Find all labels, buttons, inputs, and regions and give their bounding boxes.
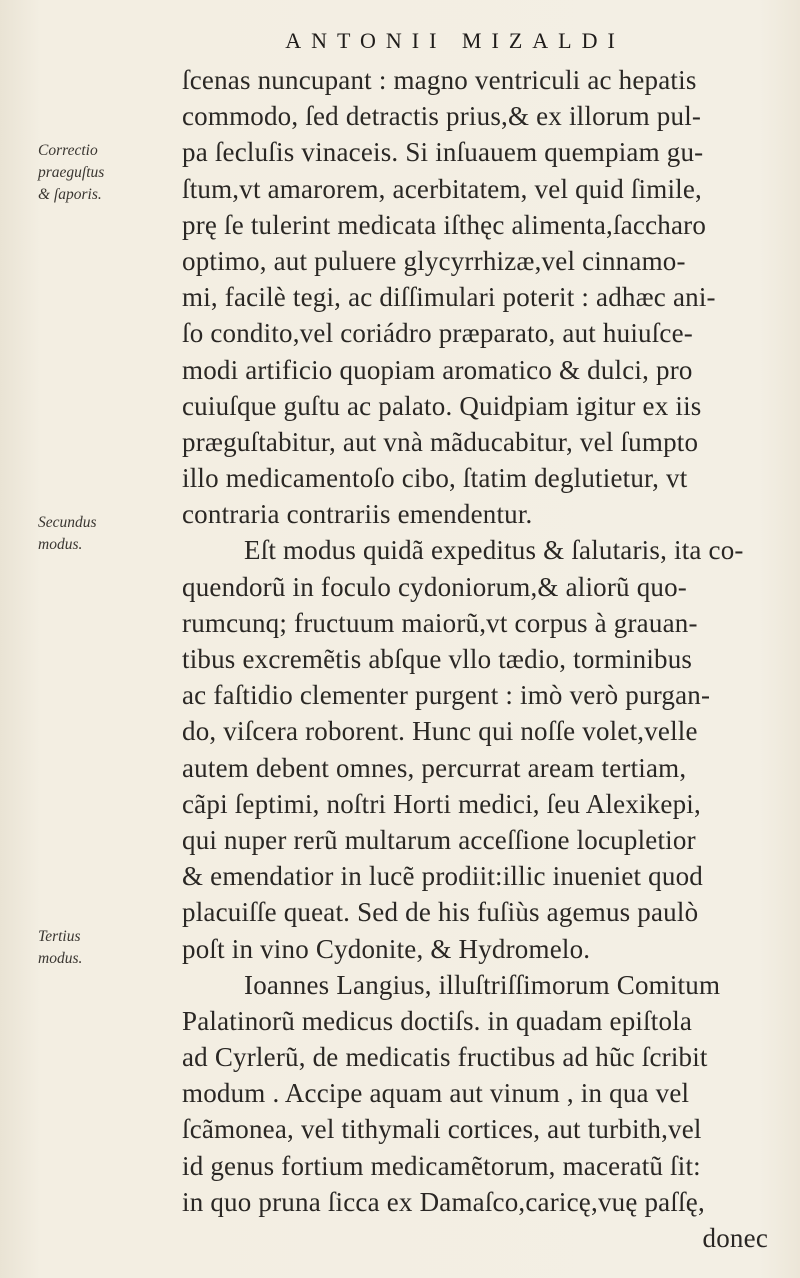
- text-line: illo medicamentoſo cibo, ſtatim deglutietur, vt: [182, 463, 688, 494]
- text-line: rumcunq; fructuum maiorũ,vt corpus à grauan-: [182, 607, 698, 638]
- margin-note-line: Correctio: [38, 142, 98, 159]
- text-line: poſt in vino Cydonite, & Hydromelo.: [182, 933, 591, 964]
- text-line: Eſt modus quidã expeditus & ſalutaris, ita co-: [244, 535, 744, 566]
- text-line: pa ſecluſis vinaceis. Si inſuauem quempiam gu-: [182, 137, 704, 168]
- text-line: prę ſe tulerint medicata iſthęc alimenta,ſaccharo: [182, 209, 707, 240]
- text-line: commodo, ſed detractis prius,& ex illorum pul-: [182, 101, 702, 132]
- margin-note-secundus: [38, 512, 168, 556]
- text-line: ſcenas nuncupant : magno ventriculi ac hepatis: [182, 65, 697, 95]
- text-line: Ioannes Langius, illuſtriſſimorum Comitum: [244, 969, 721, 1000]
- margin-note-line: Tertius: [38, 928, 81, 945]
- text-line: optimo, aut puluere glycyrrhizæ,vel cinnamo-: [182, 245, 686, 276]
- text-line: do, viſcera roborent. Hunc qui noſſe volet,velle: [182, 716, 698, 747]
- text-line: mi, facilè tegi, ac diſſimulari poterit : adhæc ani-: [182, 282, 716, 313]
- margin-note-correctio: [38, 140, 168, 206]
- text-line: & emendatior in lucẽ prodiit:illic inueniet quod: [182, 861, 703, 892]
- text-line: in quo pruna ſicca ex Damaſco,caricę,vuę paſſę,: [182, 1186, 705, 1217]
- text-line: id genus fortium medicamẽtorum, maceratũ ſit:: [182, 1150, 701, 1181]
- margin-note-line: praeguſtus: [38, 164, 105, 181]
- margin-note-line: modus.: [38, 536, 83, 553]
- body-text: [182, 62, 768, 1256]
- text-line: ad Cyrlerũ, de medicatis fructibus ad hũc ſcribit: [182, 1042, 708, 1073]
- text-line: Palatinorũ medicus doctiſs. in quadam epiſtola: [182, 1005, 693, 1036]
- text-line: ſo condito,vel coriádro præparato, aut huiuſce-: [182, 318, 693, 349]
- text-line: cãpi ſeptimi, noſtri Horti medici, ſeu Alexikepi,: [182, 788, 701, 819]
- text-line: ſcãmonea, vel tithymali cortices, aut turbith,vel: [182, 1114, 702, 1145]
- text-line: autem debent omnes, percurrat aream tertiam,: [182, 752, 687, 783]
- text-line: præguſtabitur, aut vnà mãducabitur, vel ſumpto: [182, 426, 699, 457]
- margin-note-tertius: [38, 926, 168, 970]
- text-line: tibus excremẽtis abſque vllo tædio, torminibus: [182, 644, 693, 674]
- catchword: donec: [702, 1223, 768, 1253]
- text-line: placuiſſe queat. Sed de his fuſiùs agemus paulò: [182, 897, 699, 928]
- running-title: ANTONII MIZALDI: [285, 28, 625, 53]
- margin-note-line: Secundus: [38, 514, 97, 531]
- text-line: quendorũ in foculo cydoniorum,& aliorũ quo-: [182, 571, 688, 602]
- text-line: ac faſtidio clementer purgent : imò verò purgan-: [182, 680, 711, 711]
- text-line: contraria contrariis emendentur.: [182, 499, 533, 530]
- margin-note-line: & ſaporis.: [38, 186, 102, 203]
- text-line: modum . Accipe aquam aut vinum , in qua vel: [182, 1078, 690, 1109]
- text-line: qui nuper rerũ multarum acceſſione locupletior: [182, 824, 696, 855]
- text-line: modi artificio quopiam aromatico & dulci, pro: [182, 354, 693, 385]
- text-line: cuiuſque guſtu ac palato. Quidpiam igitur ex iis: [182, 390, 702, 421]
- margin-note-line: modus.: [38, 950, 83, 967]
- text-line: ſtum,vt amarorem, acerbitatem, vel quid ſimile,: [182, 173, 702, 204]
